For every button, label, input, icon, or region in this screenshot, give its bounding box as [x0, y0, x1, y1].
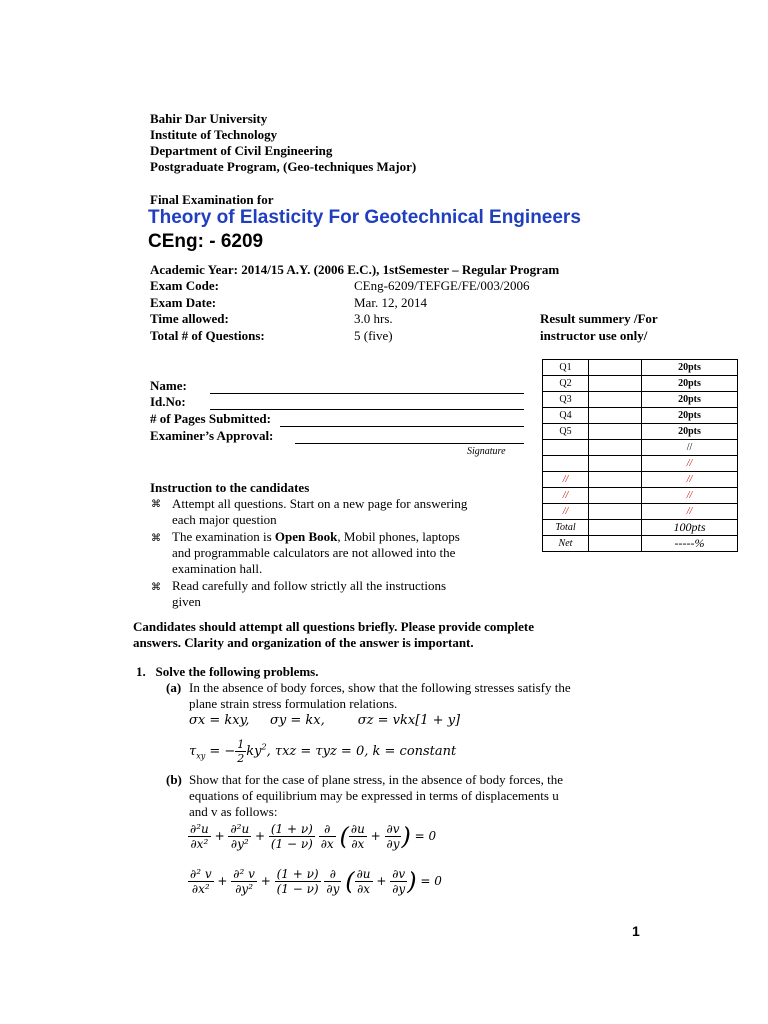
exam-date-value: Mar. 12, 2014 — [354, 295, 427, 310]
table-cell — [543, 440, 589, 456]
header-line: Department of Civil Engineering — [150, 143, 333, 158]
instruction-item-1 — [172, 496, 467, 528]
final-exam-label: Final Examination for — [150, 192, 274, 207]
instruction-item-2 — [172, 529, 460, 577]
table-cell[interactable] — [589, 520, 642, 536]
table-cell: // — [642, 440, 738, 456]
exam-code-label: Exam Code: — [150, 278, 219, 293]
approval-line[interactable] — [295, 443, 524, 444]
idno-line[interactable] — [210, 409, 524, 410]
bullet-icon: ⌘ — [151, 582, 161, 593]
part-b-line: Show that for the case of plane stress, in the absence of body forces, the — [189, 772, 563, 787]
table-cell[interactable] — [589, 488, 642, 504]
part-a-line: In the absence of body forces, show that the following stresses satisfy the — [189, 680, 571, 695]
pages-label: # of Pages Submitted: — [150, 411, 271, 426]
instruction-item-3 — [172, 578, 446, 610]
table-row — [543, 392, 738, 408]
table-cell[interactable] — [589, 424, 642, 440]
table-row — [543, 360, 738, 376]
table-row — [543, 472, 738, 488]
table-row — [543, 440, 738, 456]
table-cell[interactable] — [589, 536, 642, 552]
table-cell — [543, 456, 589, 472]
table-cell: // — [642, 456, 738, 472]
instruction-line: and programmable calculators are not allowed into the — [172, 545, 456, 560]
table-row — [543, 536, 738, 552]
table-cell[interactable] — [589, 504, 642, 520]
instruction-line: each major question — [172, 512, 277, 527]
time-allowed-label: Time allowed: — [150, 311, 229, 326]
instructions-heading: Instruction to the candidates — [150, 480, 310, 495]
header-line: Postgraduate Program, (Geo-techniques Major) — [150, 159, 417, 174]
exam-code-value: CEng-6209/TEFGE/FE/003/2006 — [354, 278, 530, 293]
approval-label: Examiner’s Approval: — [150, 428, 274, 443]
part-b-text — [189, 772, 563, 820]
exam-date-label: Exam Date: — [150, 295, 217, 310]
table-cell[interactable] — [589, 456, 642, 472]
part-a-label: (a) — [166, 680, 182, 695]
instruction-text: , Mobil phones, laptops — [337, 529, 460, 544]
part-b-line: and v as follows: — [189, 804, 278, 819]
table-cell: // — [642, 488, 738, 504]
instruction-line: examination hall. — [172, 561, 263, 576]
academic-year: Academic Year: 2014/15 A.Y. (2006 E.C.), 1stSemester – Regular Program — [150, 262, 560, 277]
table-cell: 20pts — [642, 424, 738, 440]
table-cell: Net — [543, 536, 589, 552]
result-summary-line1: Result summery /For — [540, 311, 658, 326]
total-questions-label: Total # of Questions: — [150, 328, 265, 343]
course-title: Theory of Elasticity For Geotechnical Engineers — [148, 207, 581, 228]
table-cell: 20pts — [642, 376, 738, 392]
table-cell: Q4 — [543, 408, 589, 424]
table-cell[interactable] — [589, 440, 642, 456]
table-cell: Q2 — [543, 376, 589, 392]
name-label: Name: — [150, 378, 187, 393]
university-header — [150, 111, 416, 175]
instruction-text: The examination is — [172, 529, 275, 544]
course-code-title: CEng: - 6209 — [148, 231, 264, 252]
table-cell: // — [642, 504, 738, 520]
result-table — [542, 359, 738, 552]
page-number: 1 — [632, 923, 640, 939]
table-cell: // — [543, 488, 589, 504]
table-cell: 20pts — [642, 360, 738, 376]
table-cell[interactable] — [589, 392, 642, 408]
instruction-line: given — [172, 594, 201, 609]
notice — [133, 619, 534, 651]
notice-line: answers. Clarity and organization of the answer is important. — [133, 635, 474, 650]
table-row — [543, 376, 738, 392]
table-row — [543, 408, 738, 424]
result-summary-line2: instructor use only/ — [540, 328, 648, 343]
equation-tail: , τxz = τyz = 0, k = constant — [266, 744, 457, 759]
table-cell: // — [543, 504, 589, 520]
table-row — [543, 488, 738, 504]
table-row — [543, 520, 738, 536]
total-questions-value: 5 (five) — [354, 328, 393, 343]
part-a-line: plane strain stress formulation relations. — [189, 696, 398, 711]
instruction-line: Read carefully and follow strictly all the instructions — [172, 578, 447, 593]
table-cell[interactable] — [589, 360, 642, 376]
instruction-line: Attempt all questions. Start on a new page for answering — [172, 496, 468, 511]
table-cell: Q5 — [543, 424, 589, 440]
notice-line: Candidates should attempt all questions briefly. Please provide complete — [133, 619, 534, 634]
table-row — [543, 456, 738, 472]
bullet-icon: ⌘ — [151, 499, 161, 510]
question-1-heading: 1. Solve the following problems. — [136, 664, 319, 679]
table-cell: Q3 — [543, 392, 589, 408]
table-cell: Total — [543, 520, 589, 536]
part-a-text — [189, 680, 571, 712]
table-cell: -----% — [642, 536, 738, 552]
table-row — [543, 424, 738, 440]
equilibrium-equation-u: $\frac{\text{∂²u}}{\text{∂x²}}$ + $\frac{\text{∂²u}}{\text{∂y²}}$ + $\frac{(1 + \nu)}{(1 - \nu)}$ $\frac{\partial}{\partial x}$ ( $\frac{\partial u}{\partial x}$ + $\frac{\partial v}{\partial y}$ ) = 0 — [190, 822, 437, 851]
name-line[interactable] — [210, 393, 524, 394]
table-cell: 20pts — [642, 392, 738, 408]
header-line: Institute of Technology — [150, 127, 278, 142]
signature-caption: Signature — [467, 446, 506, 457]
part-b-label: (b) — [166, 772, 182, 787]
part-b-line: equations of equilibrium may be expressed in terms of displacements u — [189, 788, 559, 803]
idno-label: Id.No: — [150, 394, 186, 409]
part-a-equation-1: σx = kxy, σy = kx, σz = vkx[1 + y] — [189, 713, 461, 728]
table-cell: Q1 — [543, 360, 589, 376]
table-cell: // — [642, 472, 738, 488]
open-book-emphasis: Open Book — [274, 529, 338, 544]
header-line: Bahir Dar University — [150, 111, 268, 126]
table-row — [543, 504, 738, 520]
table-cell: 20pts — [642, 408, 738, 424]
part-a-equation-2: $\tau_{xy}$ = − $\frac{1}{2}$ $ky^2$, τxz = τyz = 0, k = constant — [189, 738, 457, 765]
table-cell[interactable] — [589, 408, 642, 424]
bullet-icon: ⌘ — [151, 533, 161, 544]
table-cell: 100pts — [642, 520, 738, 536]
equilibrium-equation-v: $\frac{\text{∂² v}}{\text{∂x²}}$ + $\frac{\text{∂² v}}{\text{∂y²}}$ + $\frac{(1 + \nu)}{(1 - \nu)}$ $\frac{\partial}{\partial y}$ ( $\frac{\partial u}{\partial x}$ + $\frac{\partial v}{\partial y}$ ) = 0 — [190, 867, 442, 896]
pages-line[interactable] — [280, 426, 524, 427]
table-cell[interactable] — [589, 472, 642, 488]
table-cell[interactable] — [589, 376, 642, 392]
table-cell: // — [543, 472, 589, 488]
time-allowed-value: 3.0 hrs. — [354, 311, 393, 326]
